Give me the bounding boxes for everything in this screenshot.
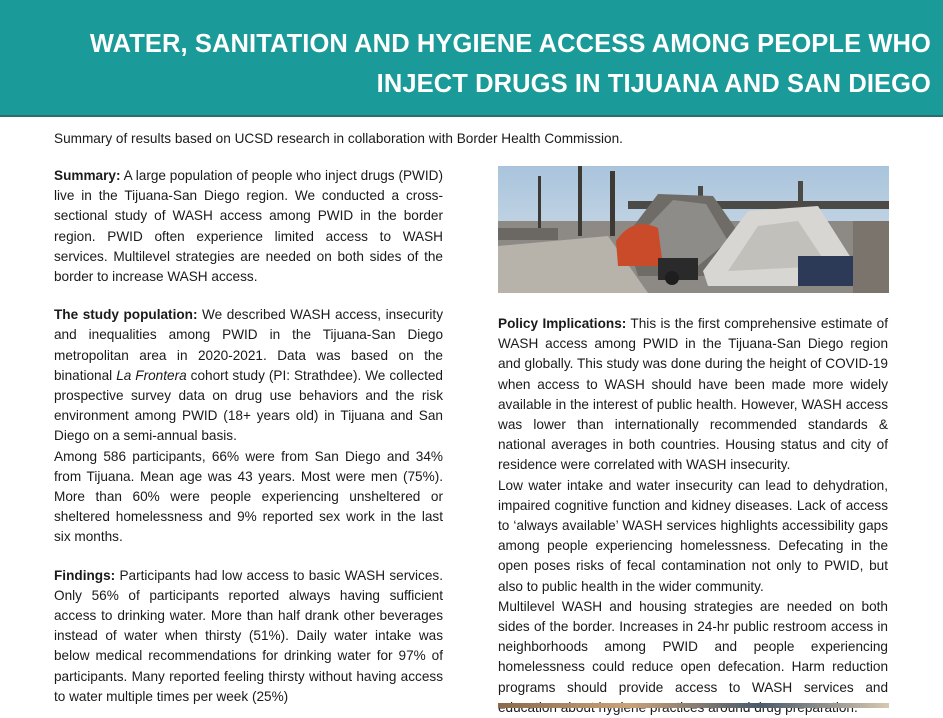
study-population-paragraph xyxy=(54,305,443,446)
left-column xyxy=(54,166,443,707)
summary-label: Summary: xyxy=(54,168,121,183)
header-banner xyxy=(0,0,943,117)
findings-label: Findings: xyxy=(54,567,116,583)
health-risks-paragraph: Low water intake and water insecurity can lead to dehydration, impaired cognitive function and kidney diseases. Lack of access to ‘always available’ WASH services highlights accessibility gaps among people experiencing homelessness. Defecating in the open poses risks of fecal contamination not only to PWID, but also to public health in the wider community. xyxy=(498,477,888,594)
encampment-photo-illustration xyxy=(498,166,889,293)
policy-label: Policy Implications: xyxy=(498,316,627,331)
page-title xyxy=(31,24,931,104)
findings-paragraph xyxy=(54,566,443,707)
summary-paragraph xyxy=(54,166,443,287)
study-population-text-2: cohort study (PI: Strathdee). We collected prospective survey data on drug use behaviors and the risk environment among PWID (18+ years old) in Tijuana and San Diego on a semi-annual basis. xyxy=(54,367,443,444)
study-population-label: The study population: xyxy=(54,307,198,323)
summary-text: A large population of people who inject drugs (PWID) live in the Tijuana-San Diego region. We conducted a cross-sectional study of WASH access among PWID in the border region. PWID often experience limited access to WASH services. Multilevel strategies are needed on both sides of the border to increase WASH access. xyxy=(54,168,443,285)
right-column xyxy=(498,314,888,718)
encampment-photo xyxy=(498,166,889,293)
study-population-text-1: We described WASH access, insecurity and inequalities among PWID in the Tijuana-San Diego metropolitan area in 2020-2021. Data was based on the binational xyxy=(54,307,444,383)
title-line-2: INJECT DRUGS IN TIJUANA AND SAN DIEGO xyxy=(376,70,931,98)
policy-text: This is the first comprehensive estimate of WASH access among PWID in the Tijuana-San Diego region and globally. This study was done during the height of COVID-19 when access to WASH should have been made more widely available in the interest of public health. However, WASH access was lower than internationally recommended standards & national averages in both countries. Housing status and city of residence were correlated with WASH insecurity. xyxy=(498,316,888,473)
title-line-1: WATER, SANITATION AND HYGIENE ACCESS AMONG PEOPLE WHO xyxy=(89,30,931,58)
findings-text: Participants had low access to basic WASH services. Only 56% of participants reported always having sufficient access to drinking water. More than half drank other beverages instead of water when thirsty (51%). Daily water intake was below medical recommendations for drinking water for 97% of participants. Many reported feeling thirsty without having access to water multiple times per week (25%) xyxy=(54,567,443,704)
participants-paragraph: Among 586 participants, 66% were from San Diego and 34% from Tijuana. Mean age was 43 years. Most were men (75%). More than 60% were people experiencing unsheltered or sheltered homelessness and 9% reported sex work in the last six months. xyxy=(54,448,443,545)
policy-paragraph xyxy=(498,314,888,476)
subtitle: Summary of results based on UCSD research in collaboration with Border Health Commission. xyxy=(54,131,623,146)
study-name: La Frontera xyxy=(116,367,187,383)
bottom-photo-strip xyxy=(498,703,889,708)
strategies-paragraph: Multilevel WASH and housing strategies are needed on both sides of the border. Increases in 24-hr public restroom access in neighborhoods among PWID and people experiencing homelessness could reduce open defecation. Harm reduction programs should provide access to WASH services and xyxy=(498,598,888,695)
